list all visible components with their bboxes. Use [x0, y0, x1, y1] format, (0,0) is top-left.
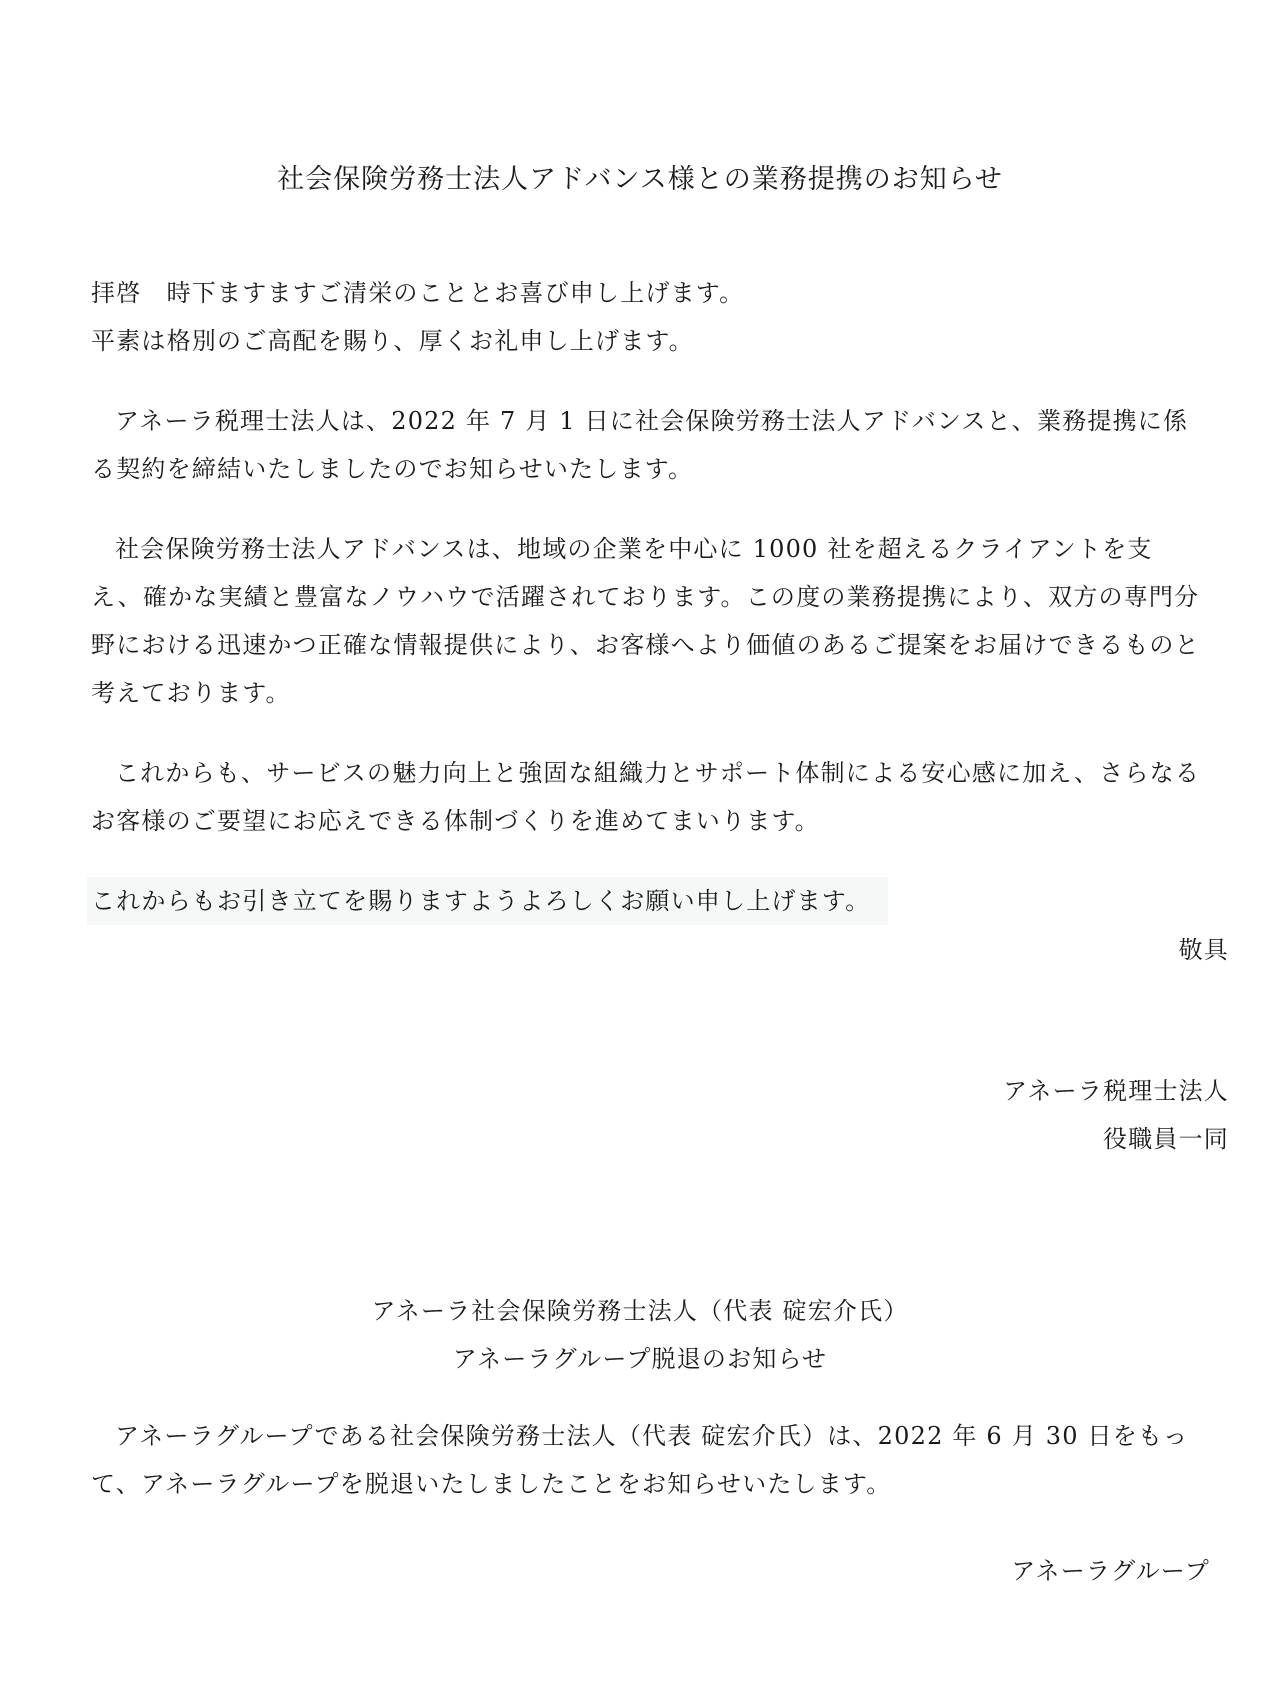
notice-title-line-1: アネーラ社会保険労務士法人（代表 碇宏介氏）: [371, 1297, 909, 1325]
greeting-line-1: 拝啓 時下ますますご清栄のこととお喜び申し上げます。: [91, 279, 745, 307]
paragraph-3-text: これからも、サービスの魅力向上と強固な組織力とサポート体制による安心感に加え、さらなるお客様のご要望にお応えできる体制づくりを進めてまいります。: [91, 759, 1201, 835]
paragraph-partnership: [91, 397, 1201, 493]
paragraph-future: [91, 749, 1201, 845]
notice-body-text: アネーラグループである社会保険労務士法人（代表 碇宏介氏）は、2022 年 6 月 30 日をもって、アネーラグループを脱退いたしましたことをお知らせいたします。: [91, 1422, 1189, 1498]
signature-organization: アネーラ税理士法人: [1003, 1077, 1229, 1105]
signature-block: [1003, 1067, 1229, 1163]
greeting-line-2: 平素は格別のご高配を賜り、厚くお礼申し上げます。: [91, 327, 694, 355]
paragraph-advance-profile: [91, 525, 1201, 717]
notice-body: [91, 1412, 1201, 1508]
closing-request-text: これからもお引き立てを賜りますようよろしくお願い申し上げます。: [87, 877, 888, 925]
signature-staff: 役職員一同: [1103, 1125, 1229, 1153]
paragraph-1-text: アネーラ税理士法人は、2022 年 7 月 1 日に社会保険労務士法人アドバンスと、業務提携に係る契約を締結いたしましたのでお知らせいたします。: [91, 407, 1189, 483]
document-title: 社会保険労務士法人アドバンス様との業務提携のお知らせ: [277, 164, 1003, 195]
closing-request: [91, 877, 1201, 925]
notice-title-line-2: アネーラグループ脱退のお知らせ: [452, 1345, 828, 1373]
notice-signature: アネーラグループ: [1011, 1557, 1210, 1585]
notice-title: [0, 1287, 1280, 1383]
closing-word: 敬具: [1178, 936, 1229, 964]
greeting: [91, 269, 1201, 365]
paragraph-2-text: 社会保険労務士法人アドバンスは、地域の企業を中心に 1000 社を超えるクライアントを支え、確かな実績と豊富なノウハウで活躍されております。この度の業務提携により、双方の専門分野における迅速かつ正確な情報提供により、お客様へより価値のあるご提案をお届けできるものと考えております。: [91, 535, 1200, 707]
